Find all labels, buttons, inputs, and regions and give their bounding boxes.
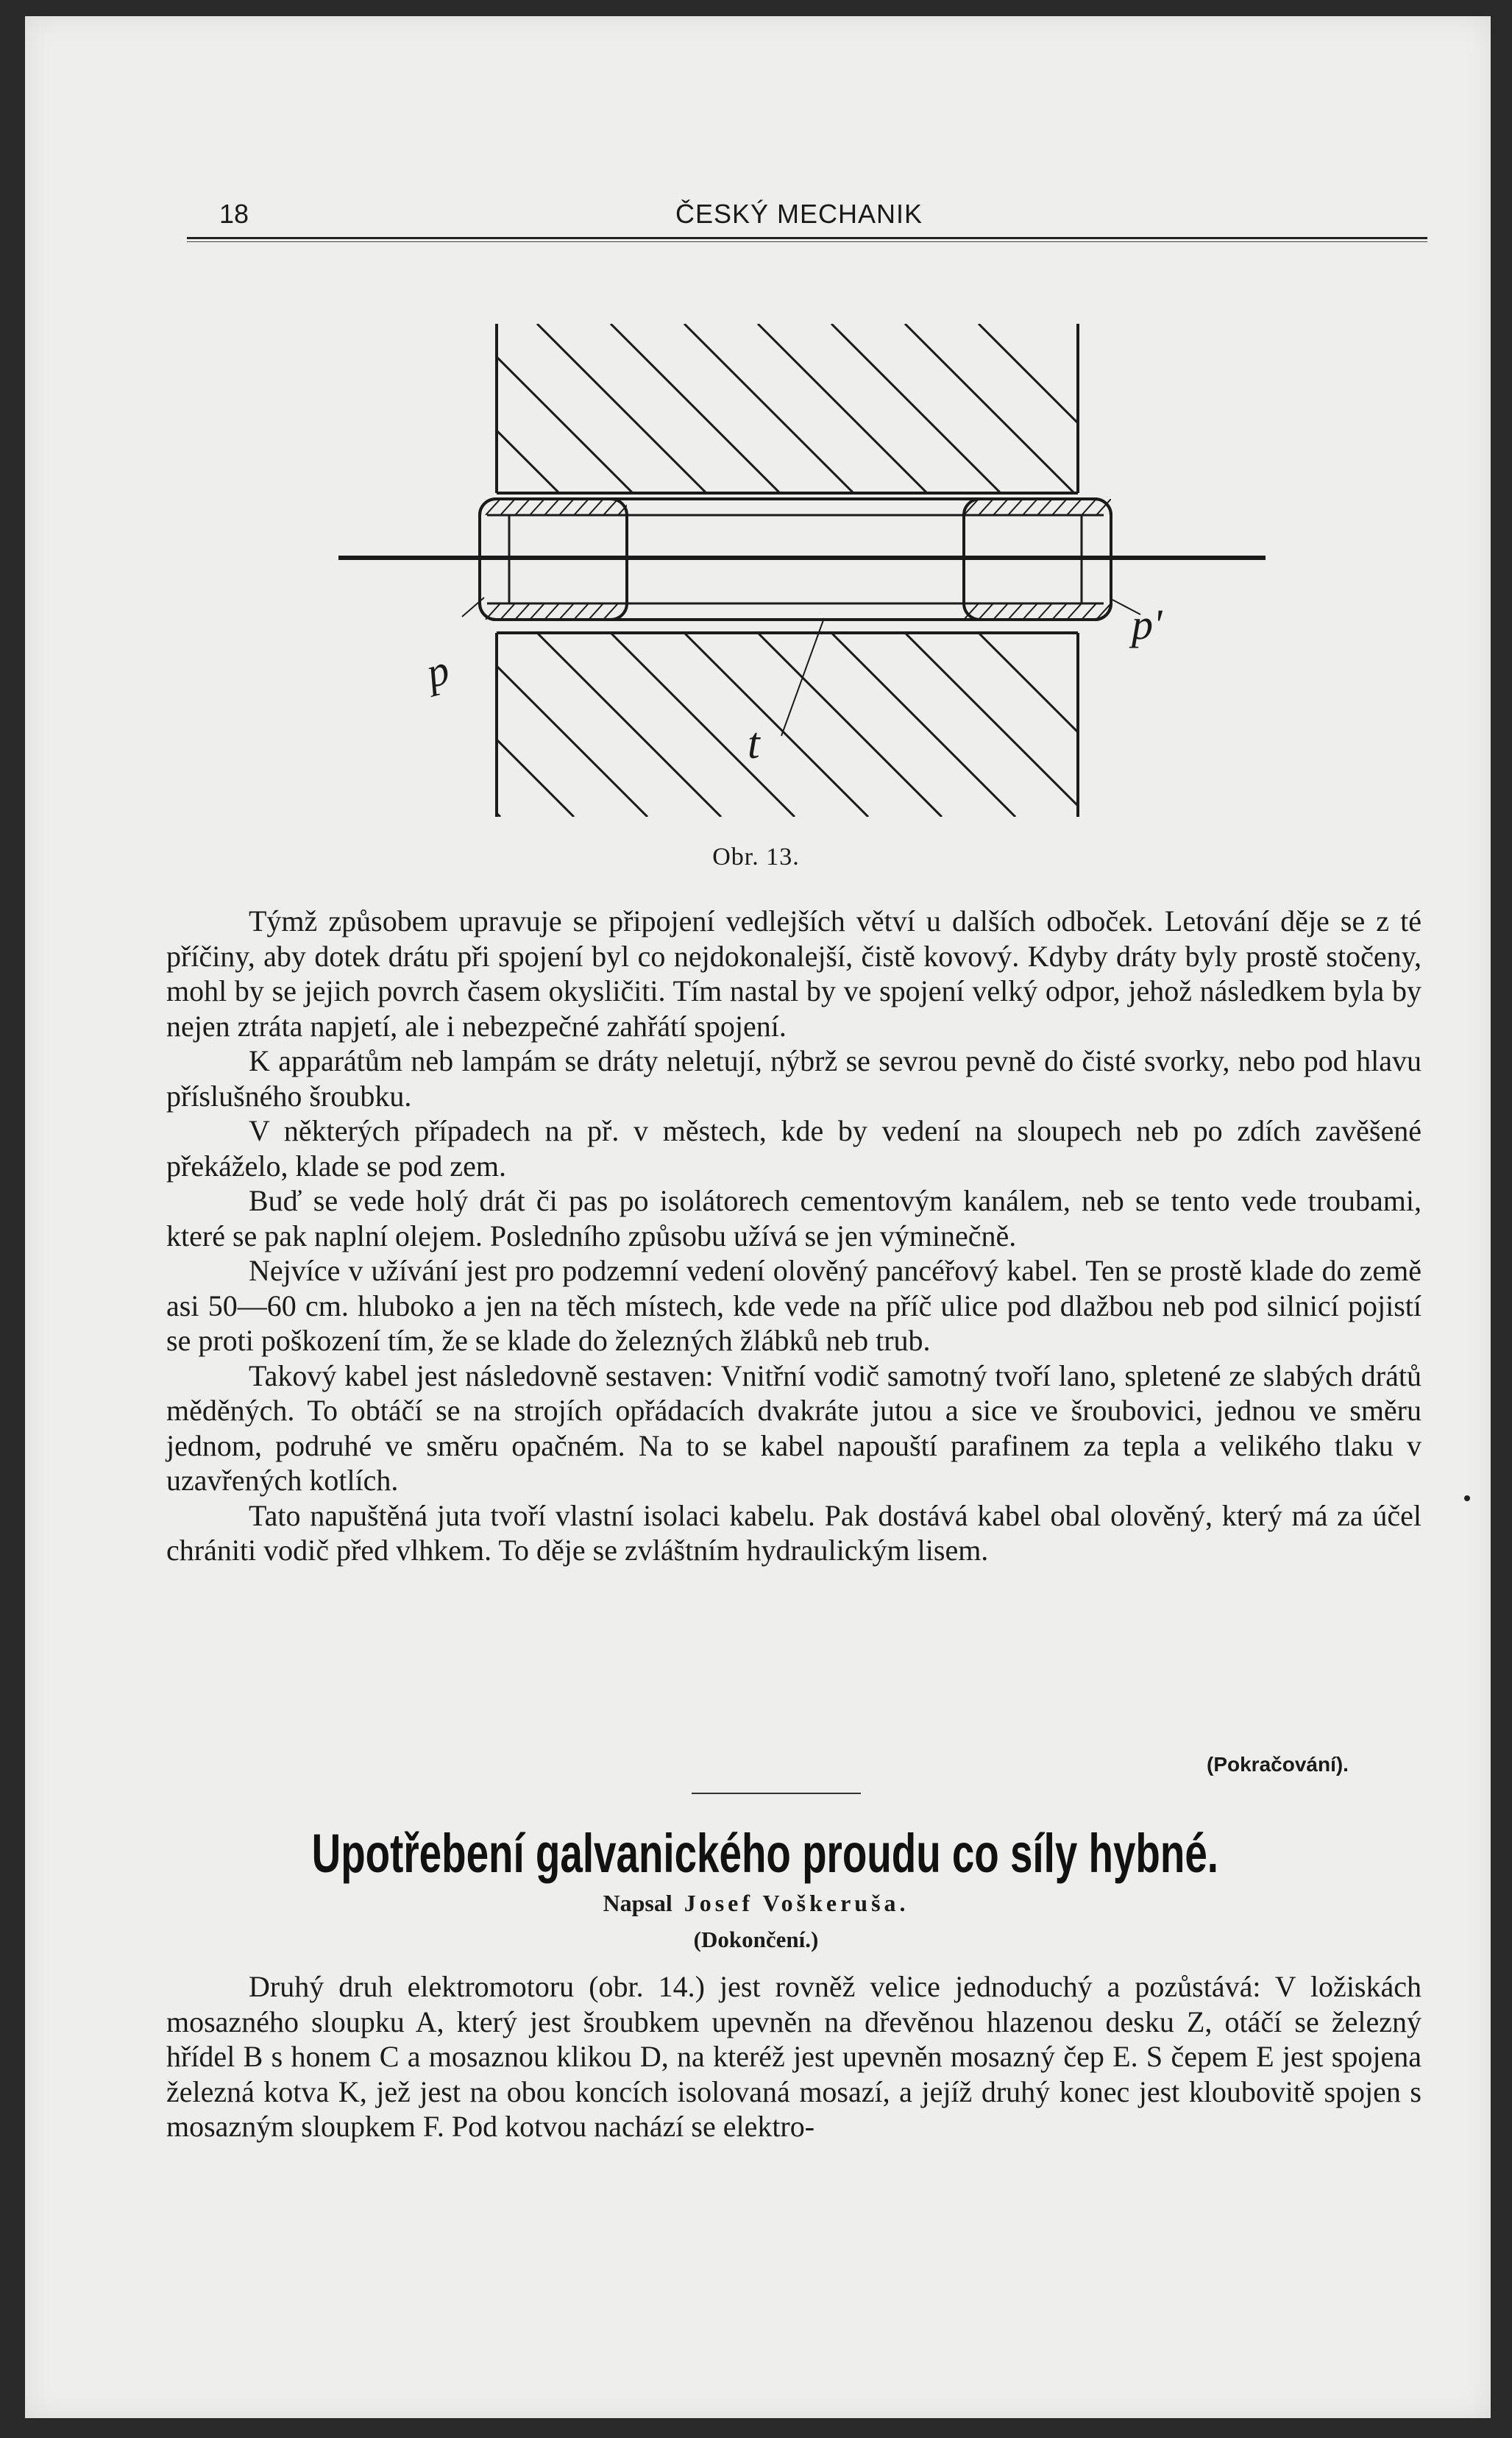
article-title: Upotřebení galvanického proudu co síly hybné. — [311, 1823, 1219, 1884]
continued-note: (Pokračování). — [1207, 1753, 1349, 1776]
cable-joint-diagram — [316, 309, 1288, 839]
byline-prefix: Napsal — [603, 1890, 672, 1916]
page-number: 18 — [219, 199, 249, 229]
top-hatched-block — [316, 324, 1148, 493]
ink-speck — [1464, 1495, 1470, 1501]
section-separator — [692, 1793, 861, 1794]
label-p: p — [421, 645, 455, 698]
label-p-prime: p' — [1132, 600, 1163, 648]
paragraph: V některých případech na př. v městech, kde by vedení na sloupech neb po zdích zavěšené překáželo, klade se pod zem. — [166, 1114, 1422, 1183]
paragraph: Týmž způsobem upravuje se připojení vedlejších větví u dalších odboček. Letování děje se z té příčiny, aby dotek drátu při spojení byl co nejdokonalejší, čistě kovový. Kdyby dráty byly prostě stočeny, mohl by se jejich povrch časem okysličiti. Tím nastal by ve spojení velký odpor, jehož následkem byla by nejen ztráta napjetí, ale i nebezpečné zahřátí spojení. — [166, 904, 1422, 1043]
paragraph: K apparátům neb lampám se dráty neletují, nýbrž se sevrou pevně do čisté svorky, nebo pod hlavu příslušného šroubku. — [166, 1044, 1422, 1113]
figure-caption: Obr. 13. — [712, 843, 800, 871]
page-header — [187, 190, 1427, 234]
article-subtitle: (Dokončení.) — [693, 1927, 819, 1952]
article-body — [166, 1969, 1422, 2144]
author-name: Josef Voškeruša. — [684, 1890, 909, 1916]
figure-13 — [316, 309, 1288, 839]
header-rule — [187, 237, 1427, 242]
running-title: ČESKÝ MECHANIK — [675, 199, 923, 229]
paragraph: Takový kabel jest následovně sestaven: Vnitřní vodič samotný tvoří lano, spletené ze slabých drátů měděných. To obtáčí se na strojích opřádacích dvakráte jutou a sice ve šroubovici, jednou ve směru jednom, podruhé ve směru opačném. Na to se kabel napouští parafinem za tepla a velikého tlaku v uzavřených kotlích. — [166, 1358, 1422, 1497]
byline — [0, 1890, 1512, 1917]
paragraph: Druhý druh elektromotoru (obr. 14.) jest rovněž velice jednoduchý a pozůstává: V ložiskách mosazného sloupku A, který jest šroubkem upevněn na dřevěnou hlazenou desku Z, otáčí se železný hřídel B s honem C a mosaznou klikou D, na kteréž jest upevněn mosazný čep E. S čepem E jest spojena železná kotva K, jež jest na obou koncích isolovaná mosazí, a jejíž druhý konec jest kloubovitě spojen s mosazným sloupkem F. Pod kotvou nachází se elektro- — [166, 1970, 1422, 2143]
paragraph: Nejvíce v užívání jest pro podzemní vedení olověný pancéřový kabel. Ten se prostě klade do země asi 50—60 cm. hluboko a jen na těch místech, kde vede na příč ulice pod dlažbou neb pod silnicí pojistí se proti poškození tím, že se klade do železných žlábků neb trub. — [166, 1254, 1422, 1357]
label-t: t — [748, 719, 760, 768]
paragraph: Tato napuštěná juta tvoří vlastní isolaci kabelu. Pak dostává kabel obal olověný, který má za účel chrániti vodič před vlhkem. To děje se zvláštním hydraulickým lisem. — [166, 1498, 1422, 1567]
paragraph: Buď se vede holý drát či pas po isolátorech cementovým kanálem, neb se tento vede troubami, které se pak naplní olejem. Posledního způsobu užívá se jen výminečně. — [166, 1184, 1422, 1252]
section-body — [166, 904, 1422, 1568]
